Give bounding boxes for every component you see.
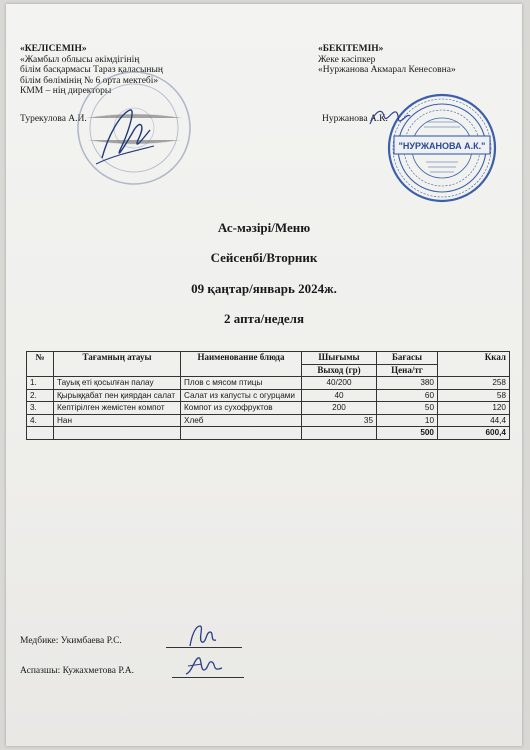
menu-table — [26, 351, 510, 440]
cell-price: 50 — [377, 402, 438, 415]
header-kcal: Ккал — [438, 352, 510, 377]
total-kcal: 600,4 — [438, 427, 510, 440]
header-price-kz: Бағасы — [377, 352, 438, 365]
approval-right-line: Жеке кәсіпкер — [318, 54, 376, 65]
cell-kcal: 44,4 — [438, 414, 510, 427]
table-row — [27, 414, 510, 427]
totals-row — [27, 427, 510, 440]
cell-num: 4. — [27, 414, 54, 427]
cell-num: 2. — [27, 389, 54, 402]
approval-block-right — [318, 44, 456, 76]
cook-signature-label: Аспазшы: Кужахметова Р.А. — [20, 666, 135, 676]
stamp-center-text: "НУРЖАНОВА А.К." — [398, 141, 486, 151]
cell-name-ru: Салат из капусты с огурцами — [181, 389, 302, 402]
approval-left-line: «Жамбыл облысы әкімдігінің — [20, 54, 140, 65]
cell-kcal: 258 — [438, 377, 510, 390]
cell-price: 380 — [377, 377, 438, 390]
signature-right — [366, 104, 412, 130]
cell-kcal: 120 — [438, 402, 510, 415]
cell-name-ru: Хлеб — [181, 414, 302, 427]
header-name-ru: Наименование блюда — [181, 352, 302, 377]
cell-kcal: 58 — [438, 389, 510, 402]
table-row — [27, 389, 510, 402]
approval-right-heading: «БЕКІТЕМІН» — [318, 44, 384, 54]
cell-yield: 200 — [302, 402, 377, 415]
approval-left-heading: «КЕЛІСЕМІН» — [20, 44, 87, 54]
cell-price: 60 — [377, 389, 438, 402]
header-yield-kz: Шығымы — [302, 352, 377, 365]
header-yield-ru: Выход (гр) — [302, 364, 377, 377]
signature-left — [90, 100, 160, 172]
approval-right-signer: Нуржанова А.К. — [322, 114, 388, 124]
title-week: 2 апта/неделя — [224, 311, 304, 326]
cell-yield: 40 — [302, 389, 377, 402]
cell-num: 3. — [27, 402, 54, 415]
title-date: 09 қаңтар/январь 2024ж. — [191, 281, 337, 296]
nurse-signature-label: Медбике: Укимбаева Р.С. — [20, 636, 122, 646]
nurse-signature — [182, 622, 222, 650]
cell-name-ru: Плов с мясом птицы — [181, 377, 302, 390]
total-price: 500 — [377, 427, 438, 440]
cell-price: 10 — [377, 414, 438, 427]
header-name-kz: Тағамның атауы — [54, 352, 181, 377]
cell-yield: 35 — [302, 414, 377, 427]
cook-signature — [182, 652, 226, 680]
approval-right-line: «Нуржанова Акмарал Кенесовна» — [318, 65, 456, 75]
table-row — [27, 377, 510, 390]
cell-name-kz: Қырыққабат пен қиярдан салат — [54, 389, 181, 402]
cell-yield: 40/200 — [302, 377, 377, 390]
cell-name-ru: Компот из сухофруктов — [181, 402, 302, 415]
cell-name-kz: Нан — [54, 414, 181, 427]
table-row — [27, 402, 510, 415]
approval-left-signer: Турекулова А.И. — [20, 114, 87, 124]
approval-left-line: білім бөлімінің № 6 орта мектебі» — [20, 75, 159, 86]
cell-name-kz: Кептірілген жемістен компот — [54, 402, 181, 415]
approval-left-line: білім басқармасы Тараз қаласының — [20, 65, 163, 75]
document-page — [6, 4, 522, 746]
cell-name-kz: Тауық еті қосылған палау — [54, 377, 181, 390]
cell-num: 1. — [27, 377, 54, 390]
title-day: Сейсенбі/Вторник — [210, 250, 318, 265]
title-menu: Ас-мәзірі/Меню — [217, 220, 311, 235]
header-num: № — [27, 352, 54, 377]
approval-left-line: КММ – нің директоры — [20, 86, 112, 96]
header-price-ru: Цена/тг — [377, 364, 438, 377]
